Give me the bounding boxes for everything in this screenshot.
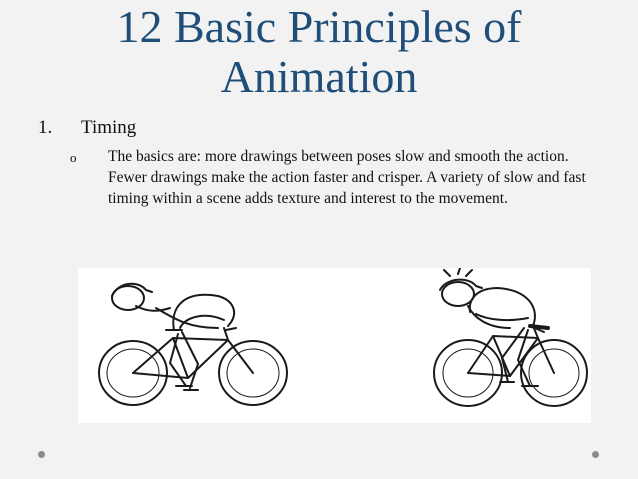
nav-dot-right xyxy=(592,451,599,458)
nav-dot-left xyxy=(38,451,45,458)
list-item-title: Timing xyxy=(81,117,137,138)
list-item-number: 1. xyxy=(38,117,53,138)
cyclist-sketch-icon xyxy=(78,268,591,423)
cyclist-illustration xyxy=(78,268,591,423)
bullet-text: The basics are: more drawings between poses slow and smooth the action. Fewer drawings make the action faster and crisper. A variety of slow and fast timing within a scene adds texture and interest to the movement. xyxy=(108,148,586,207)
title-line-1: 12 Basic Principles of xyxy=(116,1,522,52)
title-line-2: Animation xyxy=(220,51,418,102)
bullet-marker: o xyxy=(70,150,77,165)
slide-title xyxy=(0,2,638,102)
